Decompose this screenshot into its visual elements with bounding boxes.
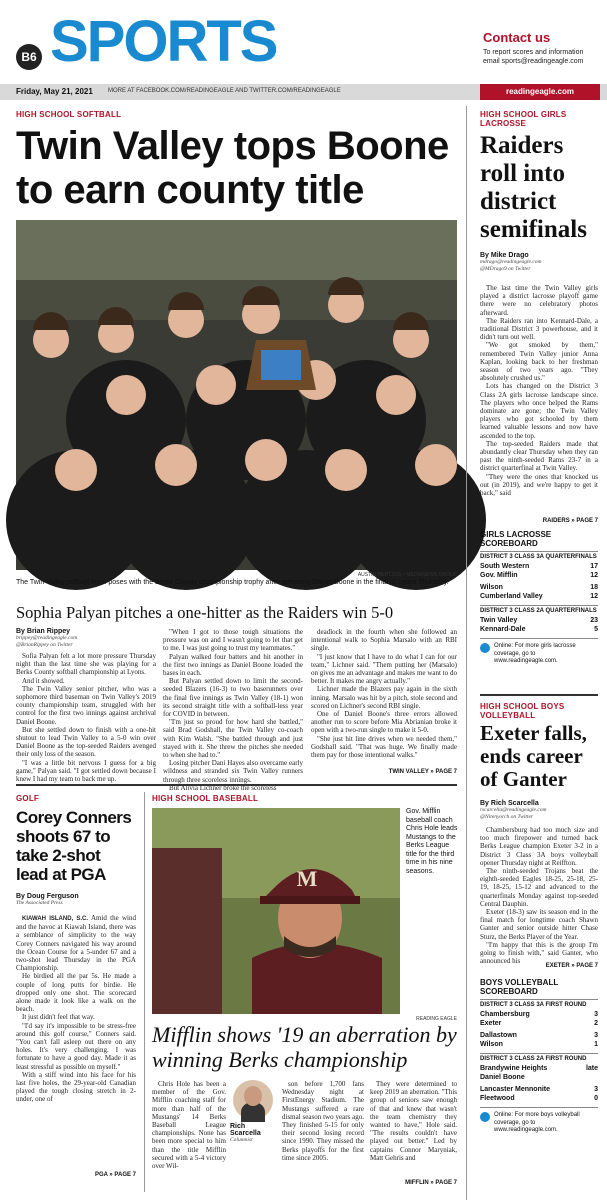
baseball-paragraph: Chris Hole has been a member of the Gov. Mifflin coaching staff for more than half of the Mustangs' 14 Berks Baseball League championships. None has been more special to him than the title Mifflin secured with a 5-4 victory over Wil-	[152, 1080, 226, 1171]
golf-paragraph: It just didn't feel that way.	[22, 1013, 95, 1022]
score-row	[480, 617, 598, 626]
lower-divider	[16, 784, 457, 786]
lead-paragraph: Palyan walked four batters and hit another in the first two innings as Daniel Boone loaded the bases in each.	[163, 652, 303, 678]
page-number: B6	[16, 44, 42, 70]
golf-story	[16, 914, 136, 1170]
byline-name: By Brian Rippey	[16, 628, 71, 635]
lead-paragraph: "When I got to those tough situations the pressure was on and I wasn't going to let that get to me. I was just going to trust my teammates."	[163, 628, 303, 653]
score-row	[480, 1041, 598, 1050]
online-note[interactable]: Online: For more boys volleyball coverage, go to www.readingeagle.com.	[494, 1112, 580, 1133]
team-name: Exeter	[480, 1019, 502, 1027]
lead-paragraph: "She just hit line drives when we needed them," Godshall said. "That was huge. We finally made them pay for those intentional walks."	[311, 734, 457, 760]
volleyball-scoreboard	[480, 978, 598, 1135]
byline-name: By Doug Ferguson	[16, 893, 79, 900]
team-name: Lancaster Mennonite	[480, 1086, 551, 1093]
team-photo-illustration	[16, 220, 457, 570]
golf-paragraph	[16, 914, 136, 972]
lead-paragraph: But she settled down to finish with a one-hit shutout to lead Twin Valley to a 5-0 win over Daniel Boone as the top-seeded Raiders avenged their only loss of the season.	[16, 725, 156, 759]
byline-org: The Associated Press	[16, 900, 63, 906]
team-name: Brandywine Heights	[480, 1065, 548, 1072]
online-note[interactable]: Online: For more girls lacrosse coverage, go to www.readingeagle.com.	[494, 643, 576, 664]
team-score: 0	[594, 1094, 598, 1102]
baseball-paragraph: They were determined to keep 2019 an aberration. "This group of seniors saw enough of that and knew that wasn't the team chemistry they wanted to have," Hole said. "The results couldn't have played out better." Led by captains Connor Maryniak, Matt Gehris and	[370, 1080, 457, 1162]
byline-name: By Mike Drago	[480, 252, 529, 259]
golf-paragraph: "I'd say it's impossible to be stress-free around this golf course," Conners said. "You can't fall asleep out there on any holes. It's very challenging. I was fortunate to have a good day. Made it as least stressful as possible on myself."	[16, 1021, 136, 1071]
team-score: 1	[594, 1040, 598, 1048]
columnist-avatar	[233, 1080, 273, 1120]
volleyball-divider	[480, 694, 598, 696]
team-name: Gov. Mifflin	[480, 571, 518, 579]
lacrosse-story	[480, 284, 598, 515]
byline-twitter: @Nitenyorch on Twitter	[480, 813, 534, 820]
team-score: late	[585, 1065, 598, 1072]
byline-email: brippey@readingeagle.com	[16, 635, 78, 641]
baseball-column-1	[152, 1080, 226, 1188]
section-title: SPORTS	[50, 9, 277, 74]
volleyball-paragraph: Chambersburg had too much size and too much firepower and turned back Berks League champion Exeter 3-2 in a District 3 Class 3A boys volleyball opener Thursday night at Reiffton.	[480, 826, 598, 867]
team-name: Twin Valley	[480, 617, 518, 624]
team-score: 2	[594, 1019, 598, 1027]
lead-photo-caption: The Twin Valley softball team poses with the Berks County championship trophy after defeating Daniel Boone in the final at Lyons Thursday.	[16, 579, 449, 586]
lead-paragraph: deadlock in the fourth when she followed an intentional walk to Sophia Marsalo with an RBI single.	[311, 628, 457, 653]
masthead	[0, 0, 607, 84]
team-name: Wilson	[480, 1040, 503, 1048]
score-row	[480, 593, 598, 602]
scoreboard-title: GIRLS LACROSSE SCOREBOARD	[480, 530, 552, 548]
team-name: Dallastown	[480, 1032, 517, 1039]
team-score: 5	[594, 625, 598, 633]
online-icon	[480, 1112, 490, 1122]
baseball-paragraph: son before 1,700 fans Wednesday night at FirstEnergy Stadium. The Mustangs suffered a rare dismal season two years ago. They finished 5-15 for only their second losing record since 1990. They missed the Berks playoffs for the first time since 2005.	[282, 1080, 364, 1162]
team-name: Fleetwood	[480, 1094, 515, 1102]
score-row	[480, 1095, 598, 1104]
columnist-role: Columnist	[230, 1137, 253, 1143]
lead-paragraph: Lichner made the Blazers pay again in the sixth inning. Marsalo was hit by a pitch, stole second and scored on Lichner's second RBI single.	[311, 685, 457, 710]
golf-headline: Corey Conners shoots 67 to take 2-shot lead at PGA	[16, 808, 132, 884]
baseball-headline: Mifflin shows '19 an aberration by winning Berks championship	[152, 1022, 457, 1072]
score-row	[480, 626, 598, 635]
volleyball-paragraph: "I'm happy that this is the group I'm going to finish with," said Ganter, who announced his	[480, 940, 598, 966]
baseball-photo-credit: READING EAGLE	[416, 1016, 457, 1022]
byline-email: rscarcella@readingeagle.com	[480, 807, 547, 813]
lead-kicker: HIGH SCHOOL SOFTBALL	[16, 110, 122, 119]
volleyball-paragraph: The ninth-seeded Trojans beat the eighth-seeded Eagles 18-25, 25-18, 25-19, 18-25, 15-12 and advanced to the quarterfinals Monday against top-seeded Central Dauphin.	[480, 867, 598, 908]
baseball-kicker: HIGH SCHOOL BASEBALL	[152, 794, 259, 803]
volleyball-jump[interactable]: EXETER » PAGE 7	[545, 963, 598, 969]
lead-paragraph: But Alivia Lichner broke the scoreless	[169, 783, 277, 792]
score-row	[480, 572, 598, 581]
score-row	[480, 1011, 598, 1020]
score-row	[480, 1020, 598, 1029]
lead-column-2	[163, 628, 303, 792]
lead-byline	[16, 628, 156, 648]
team-score: 23	[590, 617, 598, 624]
baseball-photo-caption: Gov. Mifflin baseball coach Chris Hole leads Mustangs to the Berks League title for the third time in his nine seasons.	[406, 808, 458, 875]
golf-lead-text: Amid the wind and the havoc at Kiawah Island, there was a semblance of simplicity to the way Corey Conners navigated his way around the Ocean Course for a 5-under 67 and a two-shot lead Thursday in the PGA Championship.	[16, 914, 136, 973]
score-row	[480, 584, 598, 593]
volleyball-kicker: HIGH SCHOOL BOYS VOLLEYBALL	[480, 702, 565, 720]
scoreboard-group-label: DISTRICT 3 CLASS 2A QUARTERFINALS	[480, 608, 597, 614]
golf-divider	[144, 792, 145, 1192]
columnist-name: Rich Scarcella	[230, 1123, 261, 1137]
lacrosse-kicker: HIGH SCHOOL GIRLS LACROSSE	[480, 110, 567, 128]
lead-paragraph: Sofia Palyan felt a lot more pressure Thursday night than the last time she was playing for a Berks County softball championship at Lyons.	[16, 652, 156, 677]
lead-photo-credit: AUSTIN HERTZOG • MEDIANEWS GROUP	[357, 572, 457, 578]
columnist-box	[230, 1080, 276, 1144]
score-row	[480, 1065, 598, 1074]
volleyball-paragraph: Exeter (18-3) saw its season end in the final match for longtime coach Shawn Ganter and senior outside hitter Chase Sturz, the Berks Player of the Year.	[480, 908, 598, 941]
score-row	[480, 1086, 598, 1095]
score-row	[480, 563, 598, 572]
lead-paragraph: "I just know that I have to do what I can for our team," Lichner said. "Them putting her (Marsalo) on gives me an advantage and makes me want to do better. It makes me angry actually."	[311, 652, 457, 686]
lacrosse-headline: Raiders roll into district semifinals	[480, 132, 587, 243]
volleyball-byline	[480, 800, 598, 820]
lead-headline: Twin Valley tops Boone to earn county title	[16, 124, 449, 212]
cap-letter: M	[296, 866, 318, 891]
byline-name: By Rich Scarcella	[480, 800, 539, 807]
golf-paragraph: With a stiff wind into his face for his last five holes, the 29-year-old Canadian played the tough closing stretch in 2-under, one of	[16, 1070, 136, 1104]
byline-email: mdrago@readingeagle.com	[480, 259, 542, 265]
team-name: Kennard-Dale	[480, 625, 526, 633]
lead-photo	[16, 220, 457, 570]
team-score: 3	[594, 1032, 598, 1039]
scoreboard-group-label: DISTRICT 3 CLASS 2A FIRST ROUND	[480, 1056, 587, 1062]
lacrosse-paragraph: The Raiders ran into Kennard-Dale, a traditional District 3 powerhouse, and it didn't turn out well.	[480, 316, 598, 342]
golf-paragraph: He birdied all the par 5s. He made a couple of long putts for birdie. He dropped only one shot. The scorecard alone made it look like a walk on the beach.	[16, 972, 136, 1014]
score-row	[480, 1032, 598, 1041]
lead-paragraph: Losing pitcher Dani Hayes also overcame early wildness and stranded six Twin Valley runners through three scoreless innings.	[163, 759, 303, 784]
scoreboard-group-label: DISTRICT 3 CLASS 3A QUARTERFINALS	[480, 554, 597, 560]
date: Friday, May 21, 2021	[16, 87, 93, 96]
scoreboard-group-label: DISTRICT 3 CLASS 3A FIRST ROUND	[480, 1002, 587, 1008]
social-links: MORE AT FACEBOOK.COM/READINGEAGLE AND TWITTER.COM/READINGEAGLE	[108, 88, 341, 94]
volleyball-headline: Exeter falls, ends career of Ganter	[480, 721, 587, 791]
lacrosse-scoreboard	[480, 530, 598, 666]
lead-column-1	[16, 652, 156, 784]
team-name: Daniel Boone	[480, 1073, 525, 1081]
lead-paragraph: And it showed.	[22, 676, 65, 685]
team-name: Chambersburg	[480, 1011, 530, 1018]
baseball-photo	[152, 808, 400, 1014]
baseball-jump[interactable]: MIFFLIN » PAGE 7	[405, 1180, 457, 1186]
lead-column-3	[311, 628, 457, 766]
lacrosse-paragraph: "They were the ones that knocked us out (in 2019), and we're happy to get it back," said	[480, 472, 598, 498]
site-link[interactable]: readingeagle.com	[480, 84, 600, 100]
team-score: 12	[590, 571, 598, 579]
team-score: 3	[594, 1086, 598, 1093]
team-name: Wilson	[480, 584, 503, 591]
lead-paragraph: But Palyan settled down to limit the second-seeded Blazers (16-3) to two baserunners over the final five innings as Twin Valley (18-1) won its second straight title with a softball-less year for COVID in between.	[163, 677, 303, 719]
team-score: 12	[590, 592, 598, 600]
lacrosse-paragraph: Lots has changed on the District 3 Class 2A girls lacrosse landscape since. The players who once helped the Rams dominate are gone; the Twin Valley players who got schooled by them learned valuable lessons and now have ascended to the top.	[480, 382, 598, 440]
baseball-column-2	[282, 1080, 364, 1188]
scoreboard-title: BOYS VOLLEYBALL SCOREBOARD	[480, 978, 559, 996]
lead-paragraph: "I'm just so proud for how hard she battled," said Brad Godshall, the Twin Valley co-coach with Kim Walsh. "She battled through and just stayed with it. She threw the pitches she needed to when she had to."	[163, 718, 303, 760]
lacrosse-paragraph: The top-seeded Raiders made that abundantly clear Thursday when they ran past the ninth-seeded Rams 23-7 in a district quarterfinal at Twin Valley.	[480, 439, 598, 473]
team-score: 18	[590, 584, 598, 591]
score-row	[480, 1074, 598, 1083]
golf-dateline: KIAWAH ISLAND, S.C.	[22, 916, 89, 922]
lacrosse-byline	[480, 252, 598, 272]
lead-subhead: Sophia Palyan pitches a one-hitter as the Raiders win 5-0	[16, 603, 394, 622]
baseball-column-3	[370, 1080, 457, 1176]
lead-paragraph: "I was a little bit nervous I guess for a big game," Palyan said. "I got settled down because I knew I had my team to back me up.	[16, 758, 156, 784]
dateline-bar	[0, 84, 607, 100]
team-name: South Western	[480, 563, 530, 570]
golf-byline	[16, 893, 136, 907]
right-column-divider	[466, 106, 467, 1200]
lead-paragraph: The Twin Valley senior pitcher, who was a sophomore third baseman on Twin Valley's 2019 county championship team, struggled with her control for the first two innings against archrival Daniel Boone.	[16, 684, 156, 726]
team-name: Cumberland Valley	[480, 592, 543, 600]
lacrosse-paragraph: "We got smoked by them," remembered Twin Valley junior Anna Kaplan, looking back to her freshman season of two years ago. "They absolutely crushed us."	[480, 341, 598, 383]
lacrosse-paragraph: The last time the Twin Valley girls played a district lacrosse playoff game there were no celebratory photos afterward.	[480, 284, 598, 317]
golf-kicker: GOLF	[16, 794, 40, 803]
coach-photo-illustration	[152, 808, 400, 1014]
lead-paragraph: One of Daniel Boone's three errors allowed another run to score before Mia Abrianian broke it open with a two-run single to make it 5-0.	[311, 710, 457, 735]
team-score: 17	[590, 563, 598, 570]
lacrosse-jump[interactable]: RAIDERS » PAGE 7	[542, 518, 598, 524]
byline-twitter: @MDrago9 on Twitter	[480, 265, 531, 272]
lead-jump[interactable]: TWIN VALLEY » PAGE 7	[388, 769, 457, 775]
byline-twitter: @BrianRippey on Twitter	[16, 641, 73, 648]
online-icon	[480, 643, 490, 653]
team-score: 3	[594, 1011, 598, 1018]
golf-jump[interactable]: PGA » PAGE 7	[94, 1172, 136, 1178]
contact-text: To report scores and information email sports@readingeagle.com	[483, 49, 584, 65]
contact-title: Contact us	[483, 30, 551, 45]
